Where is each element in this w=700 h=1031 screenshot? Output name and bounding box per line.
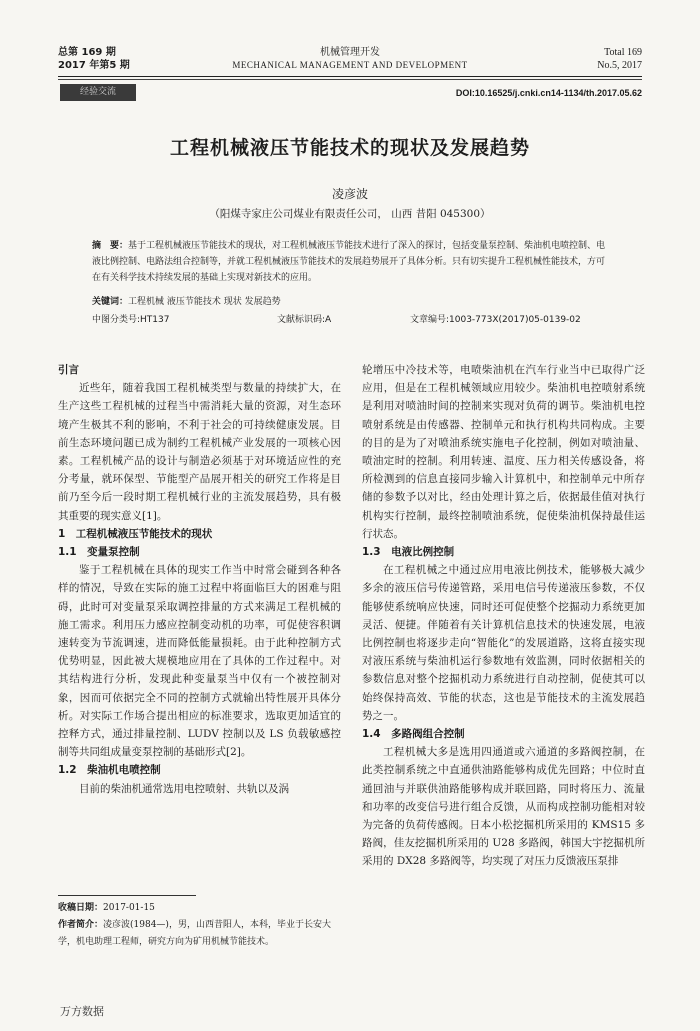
header-rule	[58, 76, 642, 77]
journal-name	[180, 46, 520, 72]
abstract-label: 摘 要：	[92, 241, 129, 251]
total-issue-en: Total 169	[604, 47, 642, 58]
section-tag: 经验交流	[60, 84, 136, 101]
bio-label: 作者简介：	[58, 920, 104, 930]
article-number: 文章编号:1003-773X(2017)05-0139-02	[410, 315, 581, 325]
keywords-label: 关键词：	[92, 297, 129, 307]
heading-section-1-1: 1.1 变量泵控制	[58, 546, 140, 559]
footnote-rule	[58, 895, 196, 896]
right-column	[362, 361, 645, 871]
author-bio	[58, 917, 341, 951]
paragraph-1-2-continued: 轮增压中冷技术等，电喷柴油机在汽车行业当中已取得广泛应用，但是在工程机械领域应用较少。柴油机电控喷射系统是利用对喷油时间的控制来实现对负荷的调节。柴油机电控喷射系统是由传感器、控制单元和执行机构共同构成。主要的目的是为了对喷油系统实施电子化控制，例如对喷油量、喷油定时的控制。利用转速、温度、压力相关传感设备，将所检测到的信息直接同步输入计算机中，和控制单元中所存储的参数予以对比，经由处理计算之后，依据最佳值对执行机构实行控制，最终控制喷油系统，促使柴油机保持最佳运行状态。	[362, 364, 645, 540]
paragraph-1-2: 目前的柴油机通常选用电控喷射、共轨以及涡	[79, 782, 289, 795]
year-issue-en: No.5, 2017	[597, 60, 642, 71]
total-issue: 总第 169 期	[58, 47, 116, 58]
journal-issue-right	[597, 46, 642, 72]
heading-intro: 引言	[58, 364, 79, 376]
heading-section-1-2: 1.2 柴油机电喷控制	[58, 764, 161, 777]
affiliation: （阳煤寺家庄公司煤业有限责任公司， 山西 昔阳 045300）	[209, 208, 491, 220]
left-column	[58, 361, 341, 798]
received-label: 收稿日期：	[58, 903, 104, 913]
keywords	[92, 294, 281, 307]
received-date	[58, 900, 341, 917]
keywords-text: 工程机械 液压节能技术 现状 发展趋势	[128, 297, 281, 307]
article-title: 工程机械液压节能技术的现状及发展趋势	[169, 137, 530, 159]
author: 凌彦波	[331, 187, 368, 201]
journal-issue-left	[58, 46, 130, 72]
heading-section-1-4: 1.4 多路阀组合控制	[362, 728, 465, 741]
received-value: 2017-01-15	[103, 903, 155, 913]
paragraph-1-1: 鉴于工程机械在具体的现实工作当中时常会碰到各种各样的情况，导致在实际的施工过程中将面临巨大的困难与阻碍，此时可对变量泵采取调控排量的方式来满足工程机械的施工需求。利用压力感应控制变动机的功率，可促使容积调速转变为节流调速，进而降低能量损耗。由于此种控制方式优势明显，因此被大规模地应用在了具体的工作过程中。对其结构进行分析，发现此种变量泵当中仅有一个被控制对象，因而可依据完全不同的控制方式就输出特性展开具体分析。对实际工作场合提出相应的标准要求，选取更加适宜的控释方式，通过排量控制、LUDV 控制以及 LS 负载敏感控制等共同组成量变泵控制的基础形式[2]。	[58, 564, 341, 759]
footnote	[58, 900, 341, 951]
heading-section-1-3: 1.3 电液比例控制	[362, 546, 455, 559]
bio-text: 凌彦波(1984—)，男，山西昔阳人，本科，毕业于长安大学，机电助理工程师，研究方向为矿用机械节能技术。	[58, 920, 331, 947]
paragraph-1-4: 工程机械大多是选用四通道或六通道的多路阀控制，在此类控制系统之中直通供油路能够构成优先回路；中位时直通回油与并联供油路能够构成并联回路，同时将压力、流量和功率的改变信号进行组合反馈，从而构成控制功能相对较为完备的负荷传感阀。日本小松挖掘机所采用的 KMS15 多路阀，佳友挖掘机所采用的 U28 多路阀，韩国大宇挖掘机所采用的 DX28 多路阀等，均实现了对压力反馈液压泵排	[362, 746, 645, 868]
heading-section-1: 1 工程机械液压节能技术的现状	[58, 527, 213, 540]
watermark: 万方数据	[60, 1005, 104, 1018]
journal-name-cn: 机械管理开发	[320, 47, 380, 58]
document-code: 文献标识码:A	[277, 315, 332, 325]
abstract	[92, 238, 612, 286]
paragraph-intro: 近些年，随着我国工程机械类型与数量的持续扩大，在生产这些工程机械的过程当中需消耗大量的资源，对生态环境产生极其不利的影响，不利于社会的可持续健康发展。目前生态环境问题已成为制约工程机械产业发展的一项核心因素。工程机械产品的设计与制造必须基于对环境适应性的充分考量，就环保型、节能型产品展开相关的研究工作将是目前乃至今后一段时期工程机械行业的主流发展趋势，具有极其重要的现实意义[1]。	[58, 382, 341, 522]
header-rule-thin	[58, 79, 642, 80]
journal-name-en: MECHANICAL MANAGEMENT AND DEVELOPMENT	[232, 60, 468, 70]
abstract-text: 基于工程机械液压节能技术的现状，对工程机械液压节能技术进行了深入的探讨，包括变量泵控制、柴油机电喷控制、电液比例控制、电路法组合控制等，并就工程机械液压节能技术的发展趋势展开了具体分析。只有切实提升工程机械性能技术，方可在有关科学技术持续发展的基础上实现对新技术的应用。	[92, 241, 606, 283]
year-issue: 2017 年第5 期	[58, 60, 130, 71]
doi: DOI:10.16525/j.cnki.cn14-1134/th.2017.05.62	[455, 88, 642, 98]
paragraph-1-3: 在工程机械之中通过应用电液比例技术，能够极大减少多余的液压信号传递管路，采用电信号传递液压参数，不仅能够使系统响应快速，同时还可促使整个挖掘动力系统更加灵活、便捷。伴随着有关计算机信息技术的快速发展，电液比例控制也将逐步走向“智能化”的发展道路，这将直接实现对液压系统与柴油机运行参数地有效监测，同时依据相关的参数信息对整个挖掘机动力系统进行自动控制，促使其可以始终保持高效、节能的状态，这也是节能技术的主流发展趋势之一。	[362, 564, 645, 722]
clc-number: 中图分类号:HT137	[92, 315, 170, 325]
